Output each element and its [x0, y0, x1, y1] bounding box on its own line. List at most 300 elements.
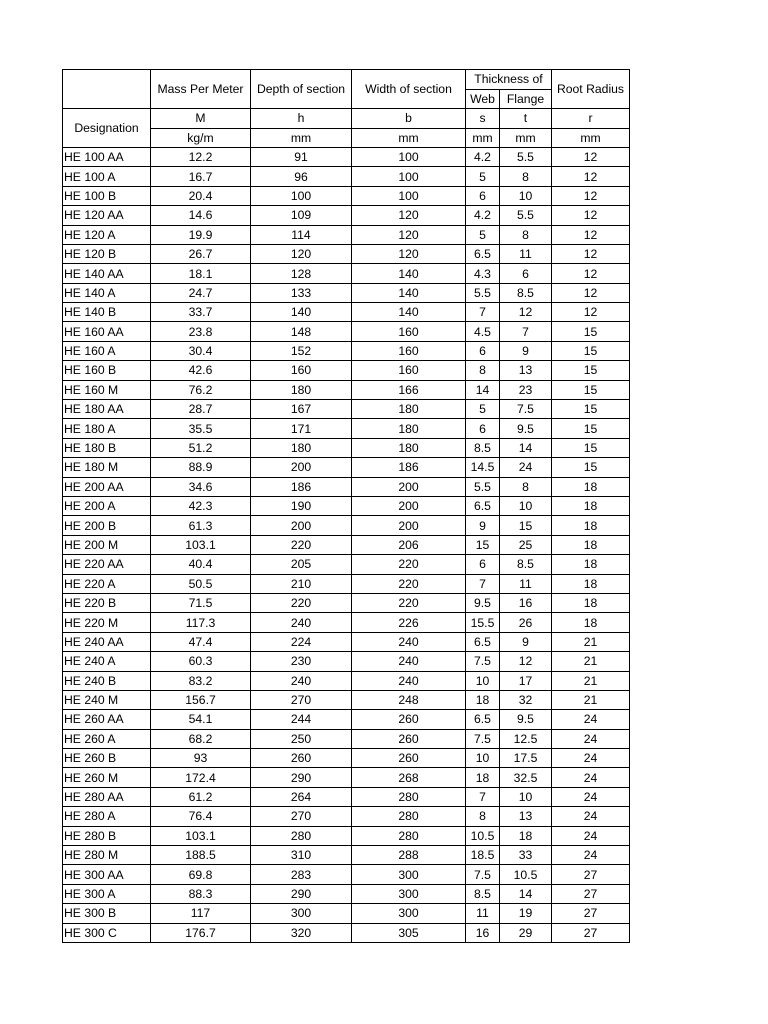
depth-cell: 180	[251, 438, 352, 457]
table-row	[63, 904, 630, 923]
width-cell: 220	[352, 593, 466, 612]
depth-cell: 320	[251, 923, 352, 942]
flange-thickness-cell: 9.5	[500, 419, 552, 438]
header-flange: Flange	[500, 89, 552, 109]
web-thickness-cell: 8.5	[466, 438, 500, 457]
flange-thickness-cell: 17	[500, 671, 552, 690]
unit-cell: mm	[466, 128, 500, 147]
header-mass: Mass Per Meter	[151, 70, 251, 109]
web-thickness-cell: 6.5	[466, 497, 500, 516]
table-row	[63, 400, 630, 419]
depth-cell: 190	[251, 497, 352, 516]
width-cell: 248	[352, 690, 466, 709]
root-radius-cell: 15	[552, 322, 630, 341]
flange-thickness-cell: 13	[500, 361, 552, 380]
root-radius-cell: 24	[552, 710, 630, 729]
table-row	[63, 865, 630, 884]
root-radius-cell: 12	[552, 206, 630, 225]
width-cell: 100	[352, 147, 466, 166]
width-cell: 140	[352, 283, 466, 302]
root-radius-cell: 27	[552, 884, 630, 903]
table-row	[63, 303, 630, 322]
depth-cell: 210	[251, 574, 352, 593]
web-thickness-cell: 5	[466, 400, 500, 419]
table-row	[63, 419, 630, 438]
depth-cell: 160	[251, 361, 352, 380]
designation-cell: HE 180 M	[63, 458, 151, 477]
web-thickness-cell: 8.5	[466, 884, 500, 903]
mass-cell: 117.3	[151, 613, 251, 632]
width-cell: 300	[352, 865, 466, 884]
table-row	[63, 690, 630, 709]
flange-thickness-cell: 10	[500, 787, 552, 806]
mass-cell: 117	[151, 904, 251, 923]
flange-thickness-cell: 16	[500, 593, 552, 612]
depth-cell: 240	[251, 613, 352, 632]
depth-cell: 220	[251, 535, 352, 554]
web-thickness-cell: 16	[466, 923, 500, 942]
flange-thickness-cell: 10.5	[500, 865, 552, 884]
flange-thickness-cell: 13	[500, 807, 552, 826]
root-radius-cell: 15	[552, 380, 630, 399]
table-row	[63, 497, 630, 516]
root-radius-cell: 12	[552, 147, 630, 166]
designation-cell: HE 280 M	[63, 846, 151, 865]
width-cell: 140	[352, 264, 466, 283]
designation-cell: HE 200 B	[63, 516, 151, 535]
mass-cell: 51.2	[151, 438, 251, 457]
root-radius-cell: 15	[552, 419, 630, 438]
web-thickness-cell: 4.2	[466, 206, 500, 225]
table-row	[63, 729, 630, 748]
root-radius-cell: 24	[552, 749, 630, 768]
depth-cell: 280	[251, 826, 352, 845]
depth-cell: 264	[251, 787, 352, 806]
flange-thickness-cell: 26	[500, 613, 552, 632]
web-thickness-cell: 10.5	[466, 826, 500, 845]
width-cell: 180	[352, 419, 466, 438]
table-row	[63, 710, 630, 729]
depth-cell: 128	[251, 264, 352, 283]
width-cell: 160	[352, 361, 466, 380]
root-radius-cell: 24	[552, 768, 630, 787]
depth-cell: 300	[251, 904, 352, 923]
unit-cell: mm	[352, 128, 466, 147]
width-cell: 268	[352, 768, 466, 787]
mass-cell: 42.6	[151, 361, 251, 380]
width-cell: 160	[352, 322, 466, 341]
width-cell: 300	[352, 884, 466, 903]
mass-cell: 176.7	[151, 923, 251, 942]
table-row	[63, 341, 630, 360]
flange-thickness-cell: 10	[500, 186, 552, 205]
web-thickness-cell: 9	[466, 516, 500, 535]
root-radius-cell: 12	[552, 167, 630, 186]
web-thickness-cell: 6.5	[466, 710, 500, 729]
table-row	[63, 884, 630, 903]
table-row	[63, 225, 630, 244]
mass-cell: 76.4	[151, 807, 251, 826]
designation-cell: HE 220 AA	[63, 555, 151, 574]
web-thickness-cell: 6.5	[466, 244, 500, 263]
root-radius-cell: 27	[552, 865, 630, 884]
root-radius-cell: 18	[552, 477, 630, 496]
width-cell: 305	[352, 923, 466, 942]
mass-cell: 156.7	[151, 690, 251, 709]
mass-cell: 61.2	[151, 787, 251, 806]
depth-cell: 220	[251, 593, 352, 612]
web-thickness-cell: 10	[466, 671, 500, 690]
flange-thickness-cell: 32.5	[500, 768, 552, 787]
root-radius-cell: 12	[552, 303, 630, 322]
depth-cell: 224	[251, 632, 352, 651]
width-cell: 260	[352, 729, 466, 748]
depth-cell: 171	[251, 419, 352, 438]
mass-cell: 47.4	[151, 632, 251, 651]
web-thickness-cell: 7.5	[466, 652, 500, 671]
designation-cell: HE 160 B	[63, 361, 151, 380]
width-cell: 288	[352, 846, 466, 865]
table-row	[63, 458, 630, 477]
header-thickness: Thickness of	[466, 70, 552, 90]
header-root-radius: Root Radius	[552, 70, 630, 109]
width-cell: 120	[352, 225, 466, 244]
flange-thickness-cell: 8	[500, 225, 552, 244]
flange-thickness-cell: 25	[500, 535, 552, 554]
mass-cell: 35.5	[151, 419, 251, 438]
table-row	[63, 846, 630, 865]
designation-cell: HE 200 A	[63, 497, 151, 516]
web-thickness-cell: 5.5	[466, 283, 500, 302]
width-cell: 280	[352, 826, 466, 845]
mass-cell: 61.3	[151, 516, 251, 535]
flange-thickness-cell: 32	[500, 690, 552, 709]
symbol-cell: h	[251, 109, 352, 128]
depth-cell: 109	[251, 206, 352, 225]
designation-cell: HE 140 A	[63, 283, 151, 302]
depth-cell: 290	[251, 884, 352, 903]
symbol-cell: b	[352, 109, 466, 128]
root-radius-cell: 24	[552, 826, 630, 845]
designation-cell: HE 220 A	[63, 574, 151, 593]
depth-cell: 186	[251, 477, 352, 496]
flange-thickness-cell: 10	[500, 497, 552, 516]
designation-cell: HE 120 B	[63, 244, 151, 263]
width-cell: 180	[352, 400, 466, 419]
designation-cell: HE 240 A	[63, 652, 151, 671]
web-thickness-cell: 8	[466, 807, 500, 826]
width-cell: 186	[352, 458, 466, 477]
designation-cell: HE 220 M	[63, 613, 151, 632]
designation-cell: HE 280 A	[63, 807, 151, 826]
header-width: Width of section	[352, 70, 466, 109]
depth-cell: 250	[251, 729, 352, 748]
designation-cell: HE 160 AA	[63, 322, 151, 341]
designation-cell: HE 120 AA	[63, 206, 151, 225]
width-cell: 200	[352, 516, 466, 535]
width-cell: 100	[352, 186, 466, 205]
designation-cell: HE 240 AA	[63, 632, 151, 651]
width-cell: 260	[352, 749, 466, 768]
depth-cell: 100	[251, 186, 352, 205]
web-thickness-cell: 18	[466, 768, 500, 787]
flange-thickness-cell: 18	[500, 826, 552, 845]
designation-cell: HE 200 M	[63, 535, 151, 554]
web-thickness-cell: 4.3	[466, 264, 500, 283]
root-radius-cell: 12	[552, 283, 630, 302]
root-radius-cell: 15	[552, 400, 630, 419]
mass-cell: 12.2	[151, 147, 251, 166]
root-radius-cell: 21	[552, 671, 630, 690]
designation-cell: HE 260 M	[63, 768, 151, 787]
table-row	[63, 186, 630, 205]
mass-cell: 103.1	[151, 826, 251, 845]
web-thickness-cell: 18	[466, 690, 500, 709]
root-radius-cell: 18	[552, 497, 630, 516]
table-row	[63, 206, 630, 225]
root-radius-cell: 24	[552, 807, 630, 826]
root-radius-cell: 15	[552, 341, 630, 360]
table-row	[63, 593, 630, 612]
depth-cell: 240	[251, 671, 352, 690]
mass-cell: 24.7	[151, 283, 251, 302]
flange-thickness-cell: 9.5	[500, 710, 552, 729]
designation-cell: HE 300 AA	[63, 865, 151, 884]
table-row	[63, 923, 630, 942]
flange-thickness-cell: 8.5	[500, 283, 552, 302]
mass-cell: 34.6	[151, 477, 251, 496]
web-thickness-cell: 8	[466, 361, 500, 380]
symbol-cell: M	[151, 109, 251, 128]
table-row	[63, 749, 630, 768]
root-radius-cell: 15	[552, 361, 630, 380]
flange-thickness-cell: 14	[500, 438, 552, 457]
designation-cell: HE 280 B	[63, 826, 151, 845]
width-cell: 220	[352, 574, 466, 593]
web-thickness-cell: 15	[466, 535, 500, 554]
designation-cell: HE 160 M	[63, 380, 151, 399]
symbol-row	[63, 109, 630, 128]
unit-cell: kg/m	[151, 128, 251, 147]
mass-cell: 18.1	[151, 264, 251, 283]
web-thickness-cell: 6	[466, 555, 500, 574]
width-cell: 280	[352, 787, 466, 806]
depth-cell: 91	[251, 147, 352, 166]
table-row	[63, 632, 630, 651]
flange-thickness-cell: 9	[500, 341, 552, 360]
web-thickness-cell: 10	[466, 749, 500, 768]
header-designation: Designation	[63, 109, 151, 148]
table-row	[63, 555, 630, 574]
mass-cell: 83.2	[151, 671, 251, 690]
designation-cell: HE 100 A	[63, 167, 151, 186]
width-cell: 240	[352, 652, 466, 671]
web-thickness-cell: 4.2	[466, 147, 500, 166]
width-cell: 140	[352, 303, 466, 322]
designation-cell: HE 100 AA	[63, 147, 151, 166]
mass-cell: 103.1	[151, 535, 251, 554]
flange-thickness-cell: 33	[500, 846, 552, 865]
width-cell: 206	[352, 535, 466, 554]
root-radius-cell: 18	[552, 593, 630, 612]
root-radius-cell: 18	[552, 516, 630, 535]
web-thickness-cell: 18.5	[466, 846, 500, 865]
flange-thickness-cell: 15	[500, 516, 552, 535]
header-blank-cell	[63, 70, 151, 109]
mass-cell: 26.7	[151, 244, 251, 263]
designation-cell: HE 260 AA	[63, 710, 151, 729]
depth-cell: 230	[251, 652, 352, 671]
table-row	[63, 516, 630, 535]
web-thickness-cell: 11	[466, 904, 500, 923]
width-cell: 220	[352, 555, 466, 574]
web-thickness-cell: 6	[466, 341, 500, 360]
depth-cell: 244	[251, 710, 352, 729]
root-radius-cell: 18	[552, 574, 630, 593]
width-cell: 120	[352, 206, 466, 225]
root-radius-cell: 21	[552, 690, 630, 709]
designation-cell: HE 240 M	[63, 690, 151, 709]
mass-cell: 50.5	[151, 574, 251, 593]
flange-thickness-cell: 9	[500, 632, 552, 651]
table-row	[63, 244, 630, 263]
width-cell: 240	[352, 632, 466, 651]
mass-cell: 172.4	[151, 768, 251, 787]
table-row	[63, 826, 630, 845]
mass-cell: 30.4	[151, 341, 251, 360]
table-row	[63, 807, 630, 826]
root-radius-cell: 21	[552, 632, 630, 651]
width-cell: 120	[352, 244, 466, 263]
root-radius-cell: 24	[552, 846, 630, 865]
mass-cell: 23.8	[151, 322, 251, 341]
table-row	[63, 768, 630, 787]
flange-thickness-cell: 8	[500, 167, 552, 186]
designation-cell: HE 200 AA	[63, 477, 151, 496]
mass-cell: 20.4	[151, 186, 251, 205]
mass-cell: 188.5	[151, 846, 251, 865]
depth-cell: 260	[251, 749, 352, 768]
symbol-cell: s	[466, 109, 500, 128]
designation-cell: HE 300 A	[63, 884, 151, 903]
mass-cell: 88.9	[151, 458, 251, 477]
table-row	[63, 283, 630, 302]
width-cell: 240	[352, 671, 466, 690]
table-row	[63, 671, 630, 690]
root-radius-cell: 21	[552, 652, 630, 671]
symbol-cell: t	[500, 109, 552, 128]
designation-cell: HE 160 A	[63, 341, 151, 360]
flange-thickness-cell: 12.5	[500, 729, 552, 748]
mass-cell: 28.7	[151, 400, 251, 419]
unit-cell: mm	[500, 128, 552, 147]
web-thickness-cell: 6	[466, 419, 500, 438]
designation-cell: HE 300 B	[63, 904, 151, 923]
width-cell: 200	[352, 497, 466, 516]
symbol-cell: r	[552, 109, 630, 128]
flange-thickness-cell: 12	[500, 652, 552, 671]
unit-cell: mm	[251, 128, 352, 147]
designation-cell: HE 260 B	[63, 749, 151, 768]
flange-thickness-cell: 6	[500, 264, 552, 283]
mass-cell: 42.3	[151, 497, 251, 516]
root-radius-cell: 15	[552, 438, 630, 457]
mass-cell: 93	[151, 749, 251, 768]
width-cell: 160	[352, 341, 466, 360]
flange-thickness-cell: 5.5	[500, 206, 552, 225]
mass-cell: 69.8	[151, 865, 251, 884]
table-row	[63, 167, 630, 186]
web-thickness-cell: 14.5	[466, 458, 500, 477]
web-thickness-cell: 7	[466, 574, 500, 593]
depth-cell: 120	[251, 244, 352, 263]
table-row	[63, 477, 630, 496]
mass-cell: 14.6	[151, 206, 251, 225]
designation-cell: HE 180 B	[63, 438, 151, 457]
flange-thickness-cell: 29	[500, 923, 552, 942]
width-cell: 166	[352, 380, 466, 399]
depth-cell: 270	[251, 807, 352, 826]
depth-cell: 205	[251, 555, 352, 574]
mass-cell: 33.7	[151, 303, 251, 322]
designation-cell: HE 180 A	[63, 419, 151, 438]
designation-cell: HE 260 A	[63, 729, 151, 748]
width-cell: 200	[352, 477, 466, 496]
root-radius-cell: 12	[552, 244, 630, 263]
root-radius-cell: 12	[552, 264, 630, 283]
root-radius-cell: 24	[552, 729, 630, 748]
depth-cell: 310	[251, 846, 352, 865]
root-radius-cell: 24	[552, 787, 630, 806]
flange-thickness-cell: 8.5	[500, 555, 552, 574]
web-thickness-cell: 7.5	[466, 729, 500, 748]
mass-cell: 76.2	[151, 380, 251, 399]
web-thickness-cell: 6	[466, 186, 500, 205]
web-thickness-cell: 7.5	[466, 865, 500, 884]
depth-cell: 283	[251, 865, 352, 884]
section-properties-table	[62, 69, 630, 943]
depth-cell: 167	[251, 400, 352, 419]
designation-cell: HE 280 AA	[63, 787, 151, 806]
depth-cell: 290	[251, 768, 352, 787]
table-row	[63, 787, 630, 806]
root-radius-cell: 12	[552, 225, 630, 244]
flange-thickness-cell: 11	[500, 574, 552, 593]
header-web: Web	[466, 89, 500, 109]
designation-cell: HE 300 C	[63, 923, 151, 942]
table-row	[63, 574, 630, 593]
root-radius-cell: 12	[552, 186, 630, 205]
width-cell: 280	[352, 807, 466, 826]
header-depth: Depth of section	[251, 70, 352, 109]
web-thickness-cell: 5	[466, 167, 500, 186]
flange-thickness-cell: 5.5	[500, 147, 552, 166]
web-thickness-cell: 7	[466, 303, 500, 322]
flange-thickness-cell: 12	[500, 303, 552, 322]
depth-cell: 114	[251, 225, 352, 244]
table-row	[63, 380, 630, 399]
mass-cell: 40.4	[151, 555, 251, 574]
flange-thickness-cell: 8	[500, 477, 552, 496]
table-row	[63, 322, 630, 341]
flange-thickness-cell: 19	[500, 904, 552, 923]
flange-thickness-cell: 11	[500, 244, 552, 263]
table-row	[63, 264, 630, 283]
table-row	[63, 652, 630, 671]
designation-cell: HE 220 B	[63, 593, 151, 612]
mass-cell: 54.1	[151, 710, 251, 729]
web-thickness-cell: 9.5	[466, 593, 500, 612]
